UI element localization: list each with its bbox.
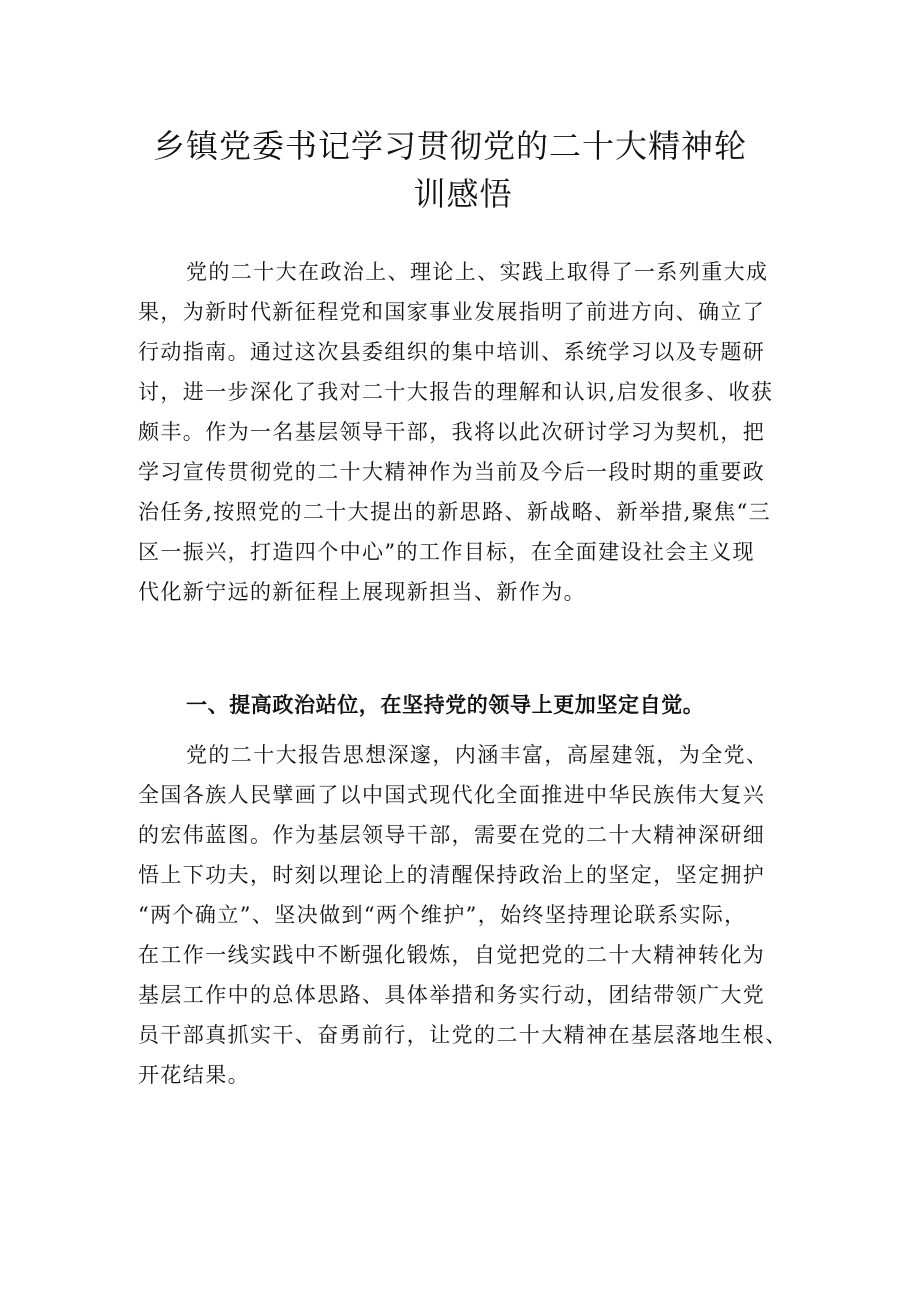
paragraph-line: 悟上下功夫，时刻以理论上的清醒保持政治上的坚定，坚定拥护 [138, 863, 766, 887]
paragraph-line: 党的二十大报告思想深邃，内涵丰富，高屋建瓴，为全党、 [186, 743, 769, 767]
paragraph-line: 讨，进一步深化了我对二十大报告的理解和认识,启发很多、收获 [138, 380, 774, 404]
paragraph-line: 开花结果。 [138, 1063, 250, 1087]
paragraph-line: 代化新宁远的新征程上展现新担当、新作为。 [138, 580, 586, 604]
paragraph-line: 学习宣传贯彻党的二十大精神作为当前及今后一段时期的重要政 [138, 460, 766, 484]
paragraph-line: 颇丰。作为一名基层领导干部，我将以此次研讨学习为契机，把 [138, 420, 766, 444]
section-heading-1: 一、提高政治站位，在坚持党的领导上更加坚定自觉。 [186, 693, 705, 717]
paragraph-line: 基层工作中的总体思路、具体举措和务实行动，团结带领广大党 [138, 983, 766, 1007]
paragraph-line: 在工作一线实践中不断强化锻炼，自觉把党的二十大精神转化为 [138, 943, 766, 967]
paragraph-line: 全国各族人民擘画了以中国式现代化全面推进中华民族伟大复兴 [138, 783, 766, 807]
paragraph-line: 区一振兴，打造四个中心”的工作目标，在全面建设社会主义现 [138, 540, 755, 564]
document-title-line-2: 训感悟 [413, 175, 513, 213]
paragraph-section-1 [138, 735, 798, 1095]
paragraph-line: 党的二十大在政治上、理论上、实践上取得了一系列重大成 [186, 260, 769, 284]
document-title-line-1: 乡镇党委书记学习贯彻党的二十大精神轮 [152, 127, 747, 165]
paragraph-line: “两个确立”、坚决做到“两个维护”，始终坚持理论联系实际， [138, 903, 747, 927]
paragraph-line: 行动指南。通过这次县委组织的集中培训、系统学习以及专题研 [138, 340, 766, 364]
paragraph-line: 的宏伟蓝图。作为基层领导干部，需要在党的二十大精神深研细 [138, 823, 766, 847]
paragraph-line: 治任务,按照党的二十大提出的新思路、新战略、新举措,聚焦“三 [138, 500, 772, 524]
paragraph-line: 果，为新时代新征程党和国家事业发展指明了前进方向、确立了 [138, 300, 766, 324]
paragraph-line: 员干部真抓实干、奋勇前行，让党的二十大精神在基层落地生根、 [138, 1023, 788, 1047]
paragraph-intro [138, 252, 798, 612]
